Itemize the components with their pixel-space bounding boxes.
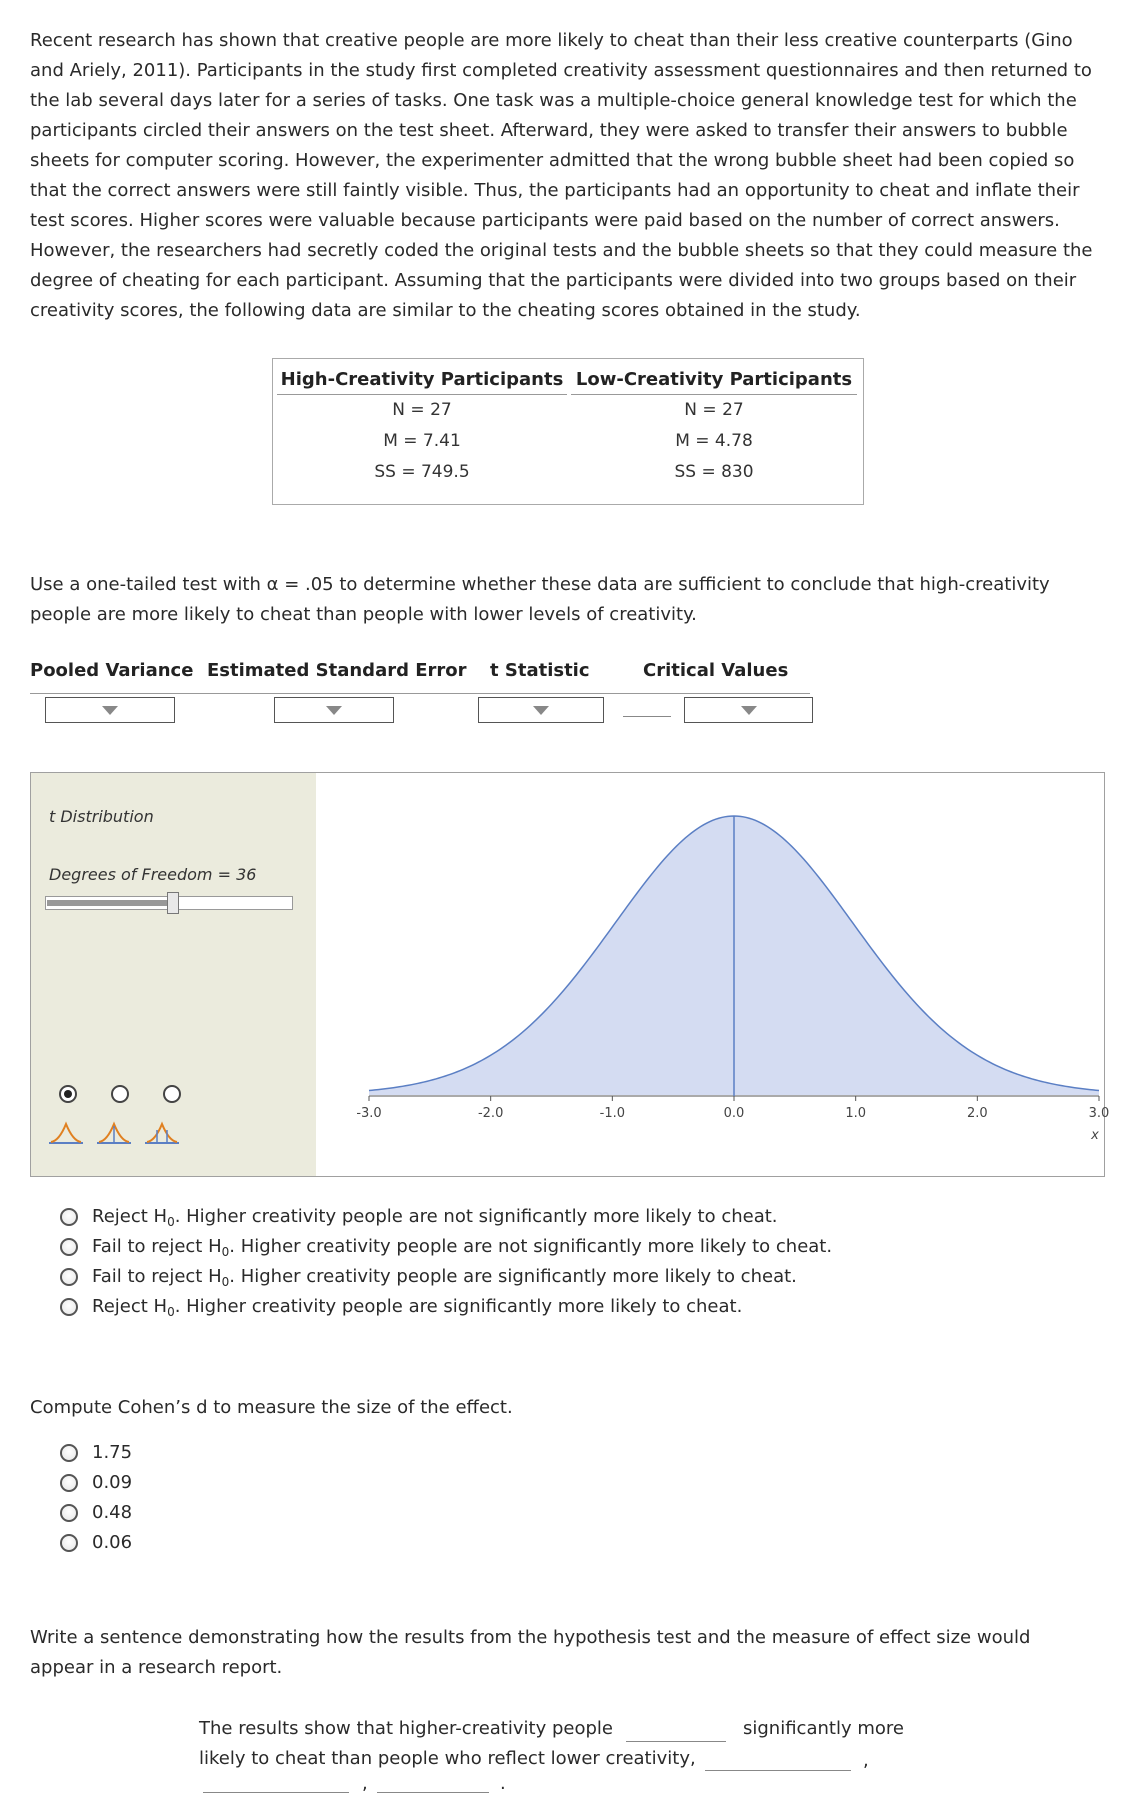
standard-error-header: Estimated Standard Error [207,660,467,681]
critical-values-dropdown[interactable] [684,697,813,723]
report-sentence-part2: significantly more [743,1718,904,1739]
chevron-down-icon [326,706,342,715]
distribution-title: t Distribution [49,807,154,826]
x-tick-label: -1.0 [599,1106,626,1121]
two-tail-icon [49,1124,83,1143]
x-tick-label: -2.0 [477,1106,504,1121]
report-sentence-part1: The results show that higher-creativity people [199,1718,613,1739]
right-tail-icon [145,1124,179,1143]
high-ss: SS = 749.5 [374,462,470,482]
low-creativity-column [571,359,857,488]
report-blank-p-value[interactable] [203,1792,349,1793]
low-creativity-header: Low-Creativity Participants [571,359,857,395]
report-comma-2: , [362,1773,368,1794]
chevron-down-icon [533,706,549,715]
cohens-d-option-label: 0.06 [92,1532,133,1553]
decision-radio[interactable] [60,1208,78,1226]
decision-option[interactable] [58,1205,958,1235]
left-tail-icon [97,1124,131,1143]
two-tail-radio[interactable] [59,1085,77,1103]
report-sentence-part3: likely to cheat than people who reflect lower creativity, [199,1748,696,1769]
cohens-d-option-label: 0.09 [92,1472,133,1493]
problem-intro-text: Recent research has shown that creative people are more likely to cheat than their less creative counterparts (Gino and Ariely, 2011). Participants in the study first completed creativity assessment questionnaires and then returned to the lab several days later for a series of tasks. One task was a multiple-choice general knowledge test for which the participants circled their answers on the test sheet. Afterward, they were asked to transfer their answers to bubble sheets for computer scoring. However, the experimenter admitted that the wrong bubble sheet had been copied so that the correct answers were still faintly visible. Thus, the participants had an opportunity to cheat and inflate their test scores. Higher scores were valuable because participants were paid based on the number of correct answers. However, the researchers had secretly coded the original tests and the bubble sheets so that they could measure the degree of cheating for each participant. Assuming that the participants were divided into two groups based on their creativity scores, the following data are similar to the cheating scores obtained in the study. [30,30,1093,321]
pooled-variance-dropdown[interactable] [45,697,175,723]
report-period: . [500,1773,506,1794]
decision-option-label: Reject $H_0$. Higher creativity people are not significantly more likely to cheat. [92,1206,778,1229]
t-statistic-header: t Statistic [490,660,590,681]
decision-option-label: Reject $H_0$. Higher creativity people are significantly more likely to cheat. [92,1296,743,1319]
x-tick-label: -3.0 [356,1106,382,1121]
report-comma-1: , [863,1750,869,1771]
report-blank-t-value[interactable] [705,1770,851,1771]
low-ss: SS = 830 [674,462,754,482]
answer-header-divider [30,693,810,694]
cohens-d-radio[interactable] [60,1534,78,1552]
x-axis-label: x [1091,1128,1099,1143]
cohens-d-option-label: 1.75 [92,1442,133,1463]
decision-option[interactable] [58,1235,958,1265]
distribution-control-panel [31,773,316,1176]
decision-radio[interactable] [60,1268,78,1286]
report-blank-are-arenot[interactable] [626,1741,726,1742]
critical-value-sign-blank[interactable] [623,716,671,717]
pooled-variance-header: Pooled Variance [30,660,194,681]
hypothesis-test-question: Use a one-tailed test with α = .05 to determine whether these data are sufficient to conclude that high-creativity people are more likely to cheat than people with lower levels of creativity. [30,574,1050,625]
slider-handle[interactable] [167,892,179,914]
cohens-d-option-label: 0.48 [92,1502,133,1523]
critical-values-header: Critical Values [643,660,789,681]
chevron-down-icon [741,706,757,715]
low-n: N = 27 [684,400,744,420]
low-mean: M = 4.78 [675,431,753,451]
decision-option[interactable] [58,1295,958,1325]
decision-option-label: Fail to reject $H_0$. Higher creativity people are significantly more likely to cheat. [92,1266,797,1289]
group-stats-table [272,358,864,505]
report-blank-effect-size[interactable] [377,1792,489,1793]
slider-fill [47,900,172,906]
cohens-d-radio[interactable] [60,1474,78,1492]
t-distribution-widget [30,772,1110,1177]
x-tick-label: 2.0 [966,1106,988,1121]
right-tail-radio[interactable] [163,1085,181,1103]
high-n: N = 27 [392,400,452,420]
left-tail-radio[interactable] [111,1085,129,1103]
decision-option-label: Fail to reject $H_0$. Higher creativity people are not significantly more likely to cheat. [92,1236,833,1259]
x-tick-label: 0.0 [723,1106,745,1121]
decision-radio[interactable] [60,1238,78,1256]
chevron-down-icon [102,706,118,715]
decision-radio[interactable] [60,1298,78,1316]
high-creativity-column [277,359,567,488]
cohens-d-prompt: Compute Cohen’s d to measure the size of the effect. [30,1397,513,1418]
decision-option[interactable] [58,1265,958,1295]
cohens-d-radio[interactable] [60,1504,78,1522]
x-tick-label: 3.0 [1088,1106,1110,1121]
report-prompt: Write a sentence demonstrating how the results from the hypothesis test and the measure of effect size would appear in a research report. [30,1627,1031,1678]
high-mean: M = 7.41 [383,431,461,451]
standard-error-dropdown[interactable] [274,697,394,723]
cohens-d-radio[interactable] [60,1444,78,1462]
x-axis-ticks [356,1096,1109,1121]
degrees-of-freedom-label: Degrees of Freedom = 36 [49,865,257,884]
t-distribution-plot [317,773,1110,1176]
tail-icons [47,1116,197,1146]
x-tick-label: 1.0 [845,1106,867,1121]
t-statistic-dropdown[interactable] [478,697,604,723]
decision-options [58,1205,958,1325]
high-creativity-header: High-Creativity Participants [277,359,567,395]
